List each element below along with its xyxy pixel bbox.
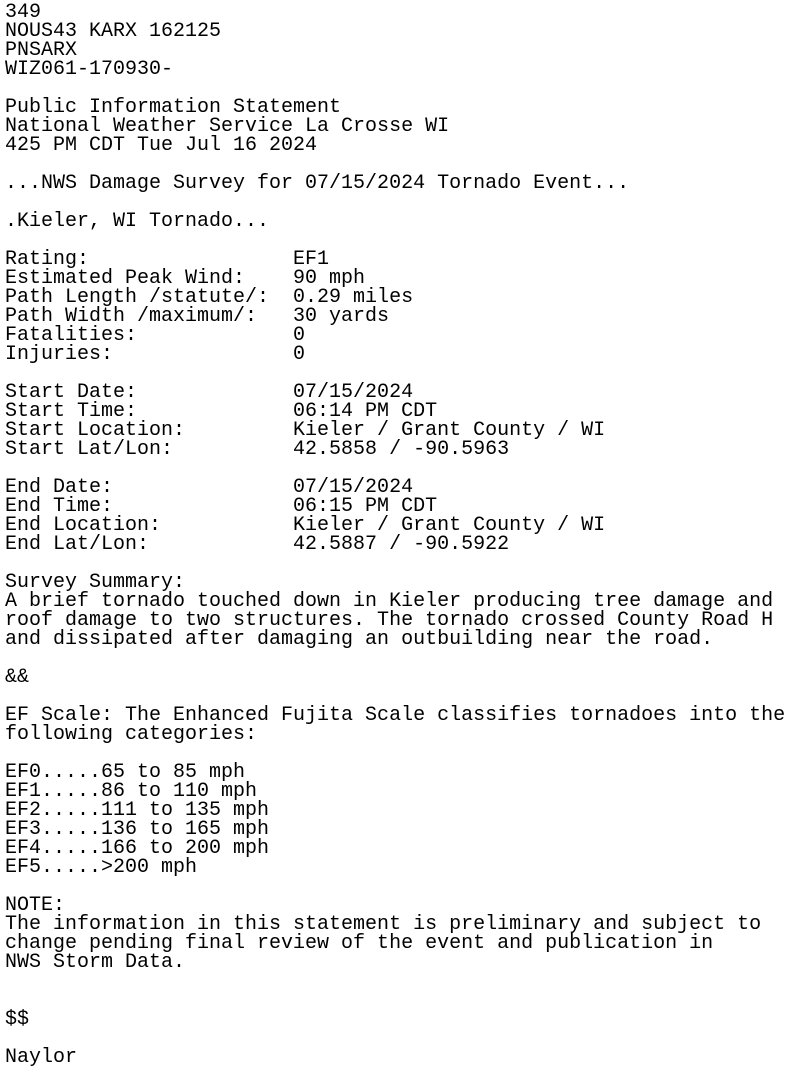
statement-line: NOTE: <box>5 894 66 917</box>
statement-line <box>5 972 789 991</box>
statement-line: End Time: 06:15 PM CDT <box>5 495 438 518</box>
statement-line: EF1.....86 to 110 mph <box>5 780 258 803</box>
statement-line: PNSARX <box>5 39 78 62</box>
statement-line: && <box>5 666 30 689</box>
statement-line: EF0.....65 to 85 mph <box>5 761 246 784</box>
statement-line: Path Width /maximum/: 30 yards <box>5 305 390 328</box>
statement-line: 349 <box>5 1 42 24</box>
statement-line <box>5 991 789 1010</box>
statement-line: following categories: <box>5 723 258 746</box>
statement-line: Rating: EF1 <box>5 248 330 271</box>
statement-line: .Kieler, WI Tornado... <box>5 210 270 233</box>
statement-line: A brief tornado touched down in Kieler producing tree damage and <box>5 590 774 613</box>
statement-line: EF4.....166 to 200 mph <box>5 837 270 860</box>
statement-line: Naylor <box>5 1046 78 1069</box>
statement-line: Start Lat/Lon: 42.5858 / -90.5963 <box>5 438 510 461</box>
statement-line: and dissipated after damaging an outbuilding near the road. <box>5 628 714 651</box>
statement-line: change pending final review of the event and publication in <box>5 932 714 955</box>
statement-line: National Weather Service La Crosse WI <box>5 115 450 138</box>
statement-line: EF3.....136 to 165 mph <box>5 818 270 841</box>
statement-line: Estimated Peak Wind: 90 mph <box>5 267 366 290</box>
statement-line: EF Scale: The Enhanced Fujita Scale classifies tornadoes into the <box>5 704 786 727</box>
statement-line: Fatalities: 0 <box>5 324 306 347</box>
statement-line: Path Length /statute/: 0.29 miles <box>5 286 414 309</box>
statement-line: NOUS43 KARX 162125 <box>5 20 222 43</box>
statement-line: 425 PM CDT Tue Jul 16 2024 <box>5 134 318 157</box>
statement-line <box>5 877 789 896</box>
statement-line: WIZ061-170930- <box>5 58 174 81</box>
statement-line: EF2.....111 to 135 mph <box>5 799 270 822</box>
statement-line: roof damage to two structures. The tornado crossed County Road H <box>5 609 774 632</box>
statement-line <box>5 1029 789 1048</box>
statement-line: Injuries: 0 <box>5 343 306 366</box>
statement-line <box>5 649 789 668</box>
statement-line: End Date: 07/15/2024 <box>5 476 414 499</box>
statement-line: Start Location: Kieler / Grant County / WI <box>5 419 606 442</box>
statement-line: EF5.....>200 mph <box>5 856 198 879</box>
statement-line: Public Information Statement <box>5 96 342 119</box>
statement-line: Start Date: 07/15/2024 <box>5 381 414 404</box>
statement-line: Survey Summary: <box>5 571 186 594</box>
statement-line: ...NWS Damage Survey for 07/15/2024 Tornado Event... <box>5 172 630 195</box>
statement-line: End Location: Kieler / Grant County / WI <box>5 514 606 537</box>
statement-line: Start Time: 06:14 PM CDT <box>5 400 438 423</box>
statement-line: End Lat/Lon: 42.5887 / -90.5922 <box>5 533 510 556</box>
statement-line: $$ <box>5 1008 30 1031</box>
statement-line: The information in this statement is preliminary and subject to <box>5 913 762 936</box>
statement-line: NWS Storm Data. <box>5 951 186 974</box>
